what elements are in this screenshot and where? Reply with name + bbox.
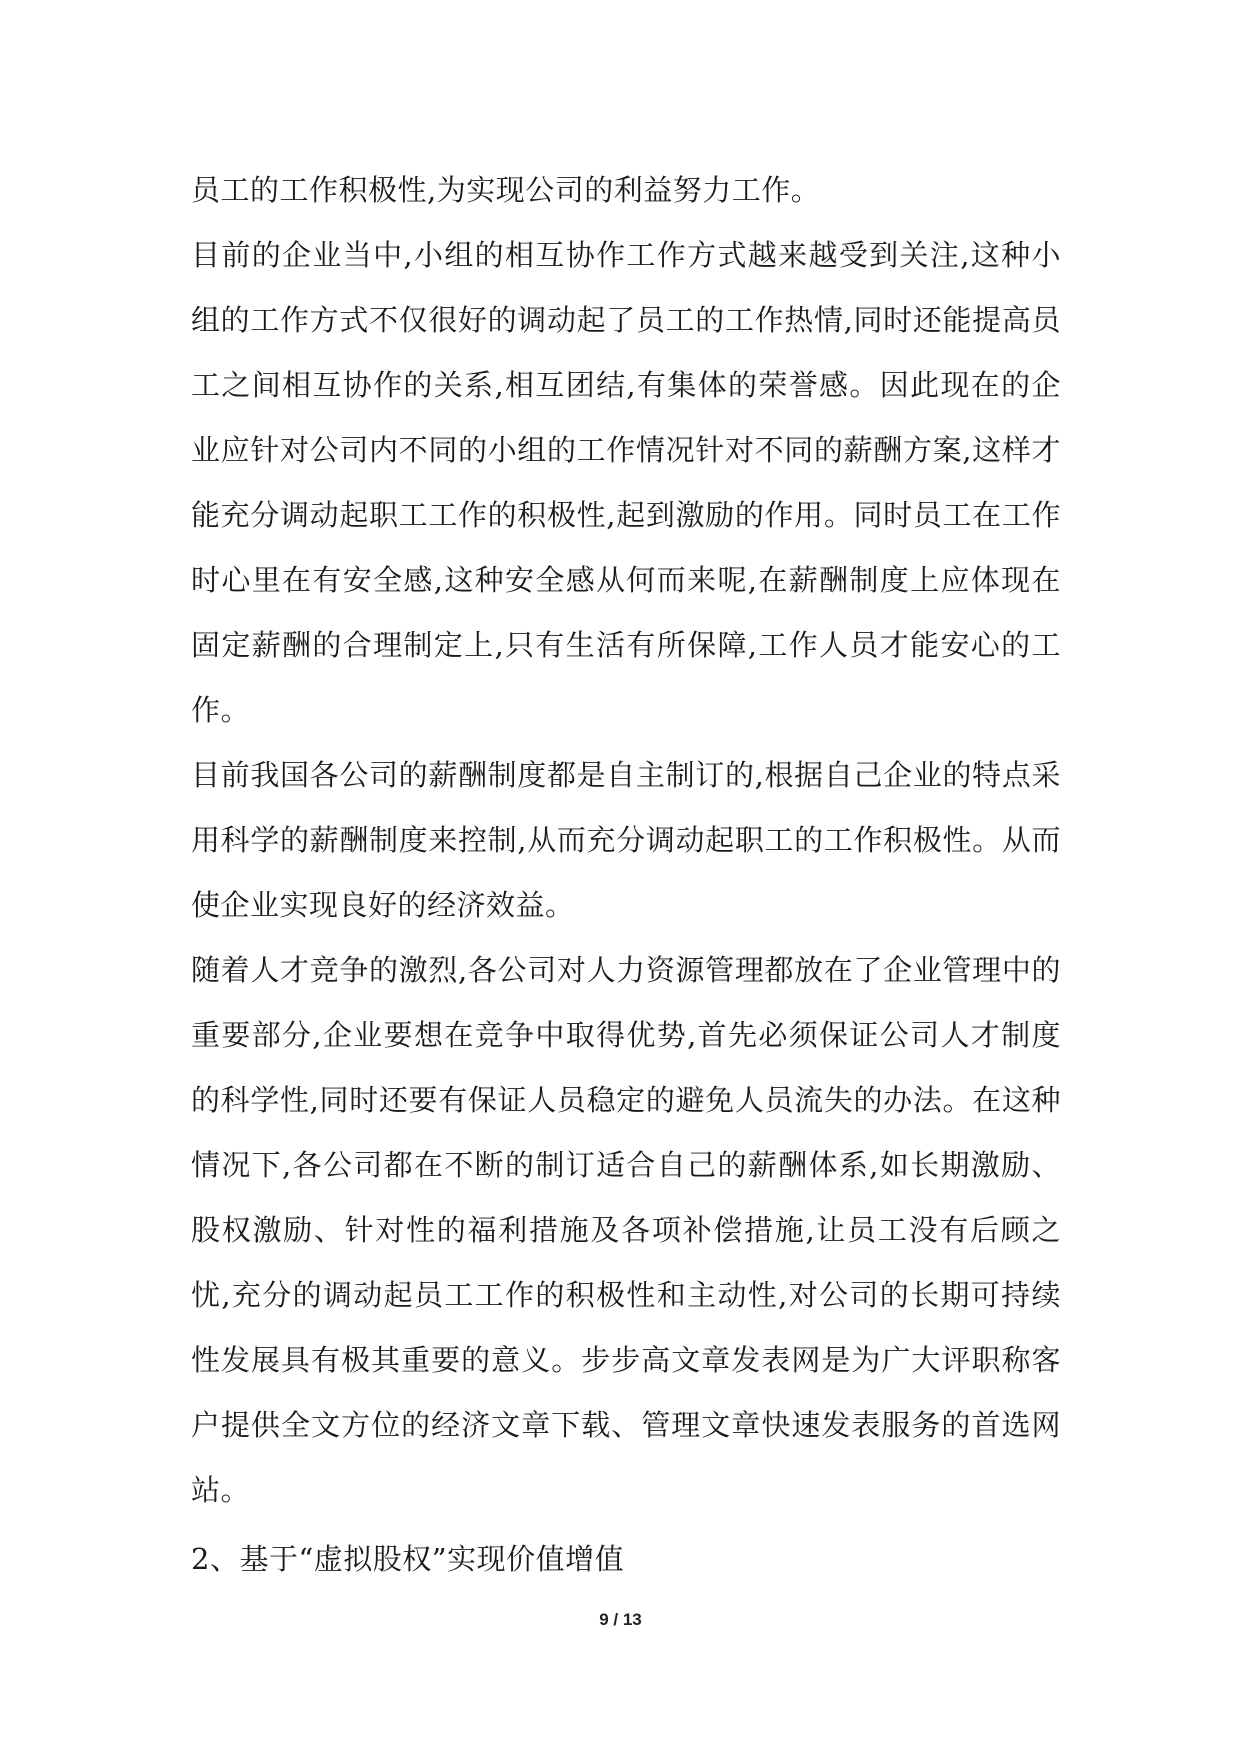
paragraph-3: 目前我国各公司的薪酬制度都是自主制订的,根据自己企业的特点采用科学的薪酬制度来控制,从而充分调动起职工的工作积极性。从而使企业实现良好的经济效益。 xyxy=(191,758,1061,922)
page-number: 9 / 13 xyxy=(599,1610,642,1629)
section-heading: 2、基于“虚拟股权”实现价值增值 xyxy=(191,1542,625,1576)
paragraph-4: 随着人才竞争的激烈,各公司对人力资源管理都放在了企业管理中的重要部分,企业要想在竞争中取得优势,首先必须保证公司人才制度的科学性,同时还要有保证人员稳定的避免人员流失的办法。在这种情况下,各公司都在不断的制订适合自己的薪酬体系,如长期激励、股权激励、针对性的福利措施及各项补偿措施,让员工没有后顾之忧,充分的调动起员工工作的积极性和主动性,对公司的长期可持续性发展具有极其重要的意义。步步高文章发表网是为广大评职称客户提供全文方位的经济文章下载、管理文章快速发表服务的首选网站。 xyxy=(191,953,1061,1507)
paragraph-2: 目前的企业当中,小组的相互协作工作方式越来越受到关注,这种小组的工作方式不仅很好的调动起了员工的工作热情,同时还能提高员工之间相互协作的关系,相互团结,有集体的荣誉感。因此现在的企业应针对公司内不同的小组的工作情况针对不同的薪酬方案,这样才能充分调动起职工工作的积极性,起到激励的作用。同时员工在工作时心里在有安全感,这种安全感从何而来呢,在薪酬制度上应体现在固定薪酬的合理制定上,只有生活有所保障,工作人员才能安心的工作。 xyxy=(191,238,1061,727)
document-body xyxy=(191,158,1061,1592)
paragraph-1: 员工的工作积极性,为实现公司的利益努力工作。 xyxy=(191,173,821,207)
